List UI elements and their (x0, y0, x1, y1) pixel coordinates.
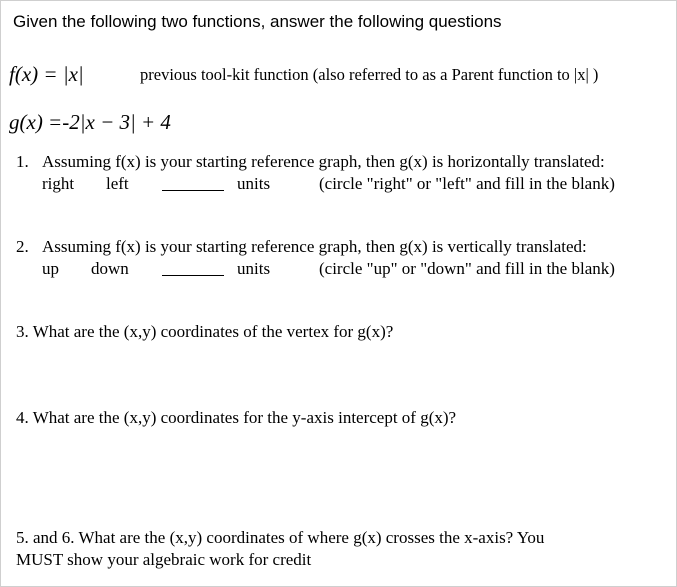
q2-option-up[interactable]: up (42, 259, 59, 278)
q2-number: 2. (16, 237, 29, 256)
q5-text-line1: 5. and 6. What are the (x,y) coordinates of where g(x) crosses the x-axis? You (16, 528, 545, 547)
q1-units: units (237, 174, 271, 193)
q1-instructions: (circle "right" or "left" and fill in the blank) (319, 174, 615, 193)
q1-option-left[interactable]: left (106, 174, 129, 193)
function-g: g(x) =-2|x − 3| + 4 (9, 110, 171, 134)
q2-text: Assuming f(x) is your starting reference graph, then g(x) is vertically translated: (42, 237, 587, 256)
q4-text: 4. What are the (x,y) coordinates for the y-axis intercept of g(x)? (16, 408, 457, 427)
q1-option-right[interactable]: right (42, 174, 75, 193)
function-f-note: previous tool-kit function (also referred to as a Parent function to |x| ) (140, 65, 599, 84)
function-f: f(x) = |x| (9, 62, 84, 86)
q2-units: units (237, 259, 271, 278)
q1-number: 1. (16, 152, 29, 171)
q1-text: Assuming f(x) is your starting reference graph, then g(x) is horizontally translated: (42, 152, 605, 171)
q1-blank[interactable] (162, 176, 224, 196)
q2-blank[interactable] (162, 261, 224, 281)
q2-option-down[interactable]: down (91, 259, 129, 278)
q2-instructions: (circle "up" or "down" and fill in the blank) (319, 259, 615, 278)
intro-text: Given the following two functions, answer the following questions (13, 12, 502, 31)
q5-text-line2: MUST show your algebraic work for credit (16, 550, 312, 569)
q3-text: 3. What are the (x,y) coordinates of the vertex for g(x)? (16, 322, 394, 341)
